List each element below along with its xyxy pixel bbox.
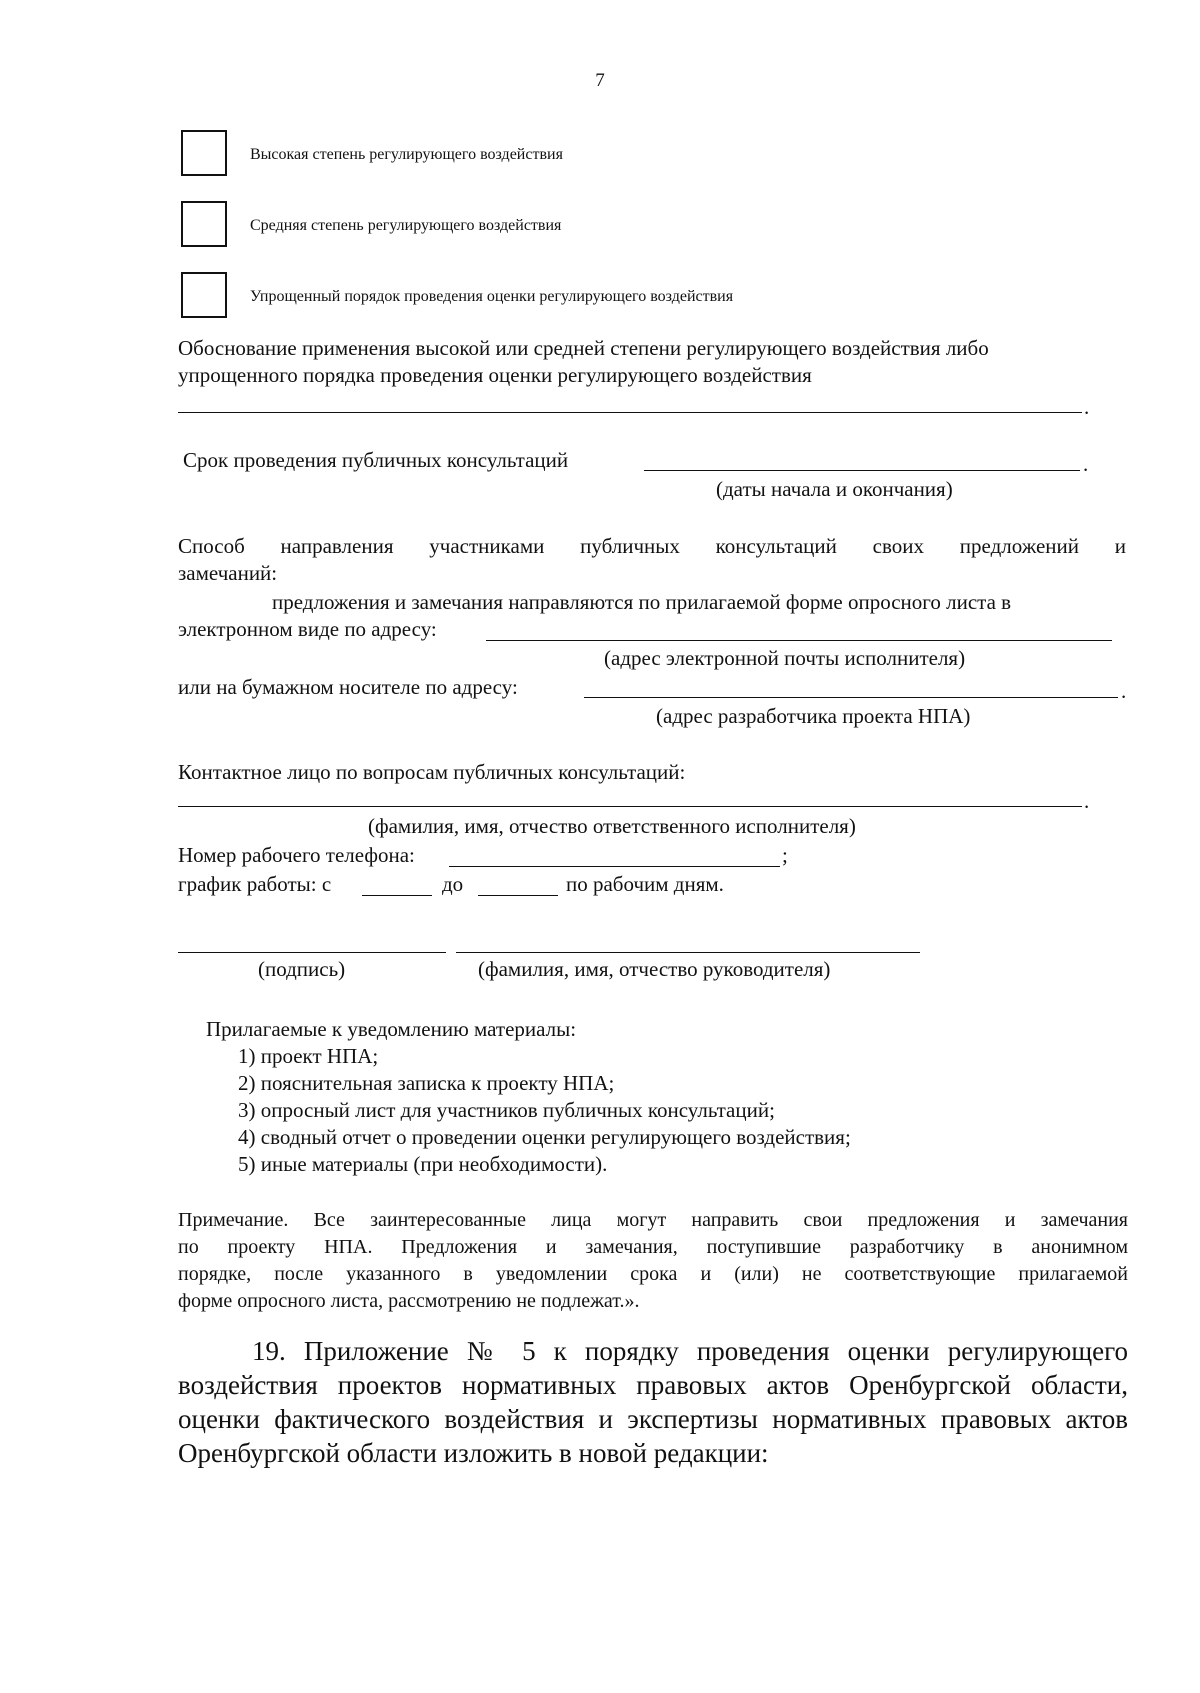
attachment-item: 3) опросный лист для участников публичных консультаций; [238,1098,775,1122]
item19-line-2: воздействия проектов нормативных правовых актов Оренбургской области, [178,1370,1128,1400]
justification-line-2: упрощенного порядка проведения оценки регулирующего воздействия [178,363,812,387]
attachment-item: 1) проект НПА; [238,1044,379,1068]
checkbox-label-medium: Средняя степень регулирующего воздействия [250,217,562,234]
checkbox-label-simplified: Упрощенный порядок проведения оценки регулирующего воздействия [250,288,734,305]
schedule-to-blank[interactable] [478,895,558,896]
manager-name-blank[interactable] [456,952,920,953]
contact-label: Контактное лицо по вопросам публичных консультаций: [178,760,686,784]
checkbox-high-degree[interactable] [181,130,227,176]
submission-paper-dot: . [1121,679,1127,703]
signature-blank[interactable] [178,952,446,953]
contact-name-blank[interactable] [178,806,1082,807]
item19-line-3: оценки фактического воздействия и экспертизы нормативных правовых актов [178,1404,1128,1434]
contact-dot: . [1084,789,1090,813]
schedule-tail: по рабочим дням. [566,872,724,896]
submission-email-label: электронном виде по адресу: [178,617,437,641]
attachment-item: 2) пояснительная записка к проекту НПА; [238,1071,615,1095]
submission-email-blank[interactable] [486,640,1112,641]
submission-paper-hint: (адрес разработчика проекта НПА) [656,704,971,728]
schedule-to-label: до [442,872,464,896]
checkbox-label-high: Высокая степень регулирующего воздействия [250,146,563,163]
checkbox-simplified[interactable] [181,272,227,318]
submission-email-hint: (адрес электронной почты исполнителя) [604,646,966,670]
justification-blank-line[interactable] [178,412,1082,413]
note-line-1: Примечание. Все заинтересованные лица могут направить свои предложения и замечания [178,1209,1128,1231]
page-number: 7 [595,70,605,91]
submission-line-3: предложения и замечания направляются по прилагаемой форме опросного листа в [272,590,1012,614]
justification-dot: . [1084,395,1090,419]
submission-paper-blank[interactable] [584,697,1118,698]
consultation-period-hint: (даты начала и окончания) [716,477,953,501]
checkbox-medium-degree[interactable] [181,201,227,247]
schedule-from-blank[interactable] [362,895,432,896]
consultation-period-label: Срок проведения публичных консультаций [183,448,569,472]
item19-line-1: 19. Приложение № 5 к порядку проведения оценки регулирующего [252,1336,1128,1366]
note-line-2: по проекту НПА. Предложения и замечания, поступившие разработчику в анонимном [178,1236,1128,1258]
contact-phone-blank[interactable] [449,866,780,867]
signature-hint: (подпись) [258,957,346,981]
consultation-period-dot: . [1083,452,1089,476]
submission-line-1: Способ направления участниками публичных консультаций своих предложений и [178,534,1126,558]
justification-line-1: Обоснование применения высокой или средней степени регулирующего воздействия либо [178,336,989,360]
contact-phone-label: Номер рабочего телефона: [178,843,415,867]
consultation-period-blank[interactable] [644,470,1080,471]
attachment-item: 4) сводный отчет о проведении оценки регулирующего воздействия; [238,1125,851,1149]
note-line-4: форме опросного листа, рассмотрению не подлежат.». [178,1290,640,1312]
contact-name-hint: (фамилия, имя, отчество ответственного исполнителя) [368,814,856,838]
attachments-title: Прилагаемые к уведомлению материалы: [206,1017,577,1041]
submission-line-2: замечаний: [178,561,278,585]
manager-name-hint: (фамилия, имя, отчество руководителя) [478,957,831,981]
submission-paper-label: или на бумажном носителе по адресу: [178,675,518,699]
item19-line-4: Оренбургской области изложить в новой редакции: [178,1438,769,1468]
note-line-3: порядке, после указанного в уведомлении срока и (или) не соответствующие прилагаемой [178,1263,1128,1285]
attachment-item: 5) иные материалы (при необходимости). [238,1152,608,1176]
contact-phone-end: ; [782,843,788,867]
schedule-from-label: график работы: с [178,872,332,896]
